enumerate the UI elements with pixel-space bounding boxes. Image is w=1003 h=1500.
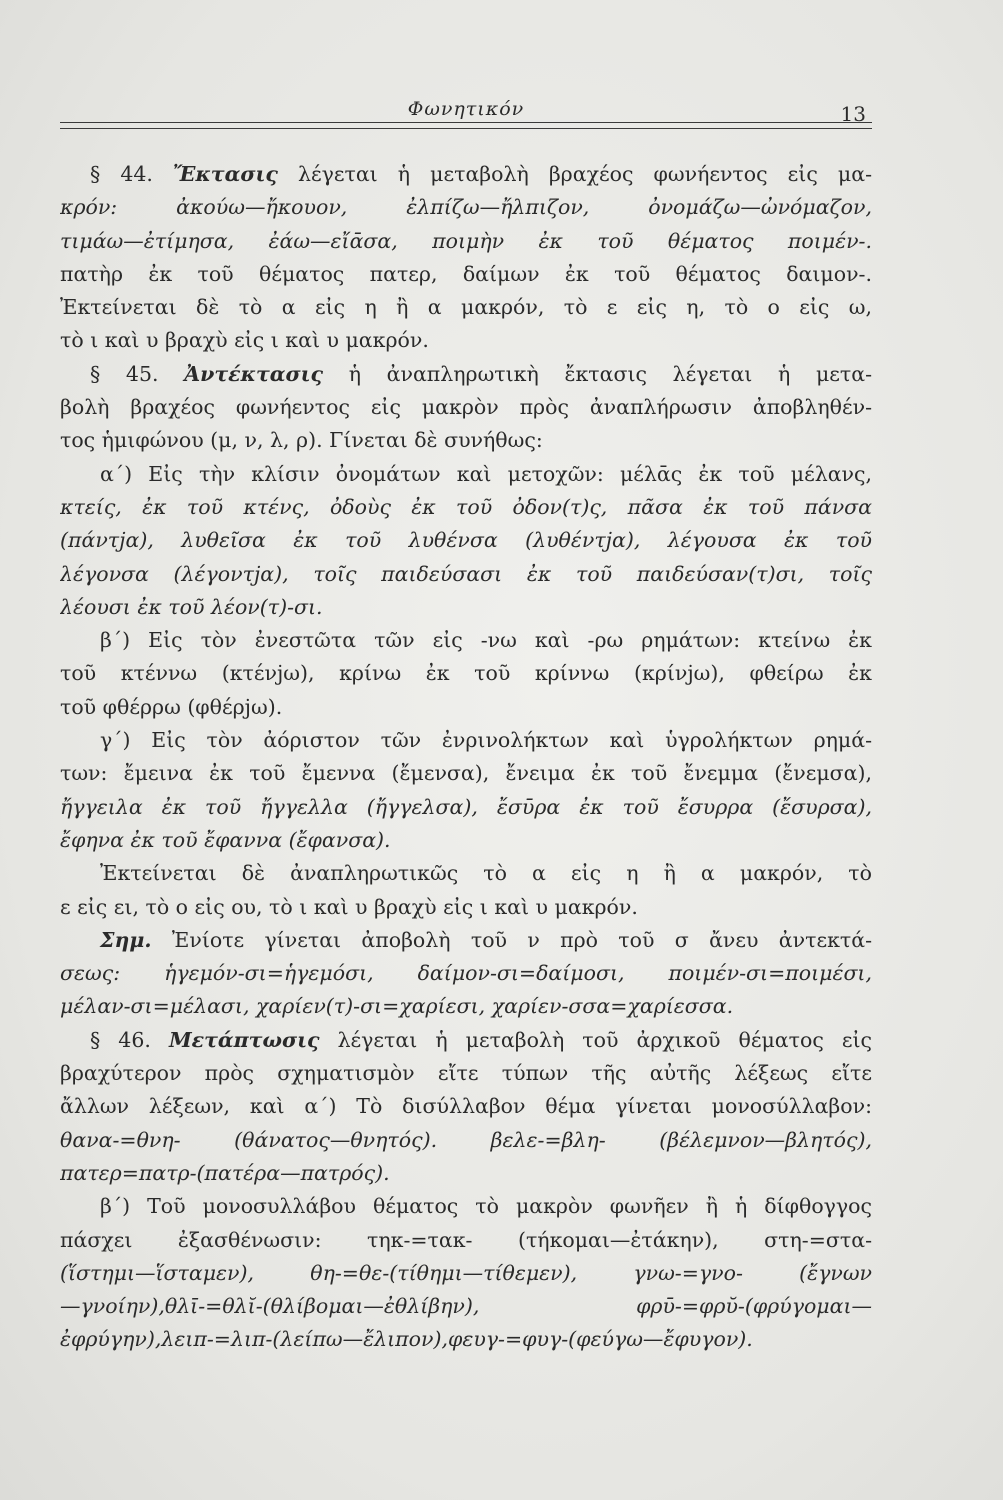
paragraph-46-line: ἄλλων λέξεων, καὶ α΄) Τὸ δισύλλαβον θέμα γίνεται μονοσύλλαβον: — [60, 1094, 872, 1119]
term-ektasis: Ἔκτασις — [173, 162, 278, 186]
running-title: Φωνητικόν — [407, 98, 525, 120]
header-rule-thin — [60, 128, 872, 129]
paragraph-45c-line: των: ἔμεινα ἐκ τοῦ ἔμεννα (ἔμενσα), ἔνειμα ἐκ τοῦ ἔνεμμα (ἔνεμσα), — [60, 761, 872, 786]
paragraph-45a-line: λέγονσα (λέγοντjα), τοῖς παιδεύσασι ἐκ τοῦ παιδεύσαν(τ)σι, τοῖς — [60, 561, 872, 586]
paragraph-45a-line: α΄) Εἰς τὴν κλίσιν ὀνομάτων καὶ μετοχῶν: μέλᾱς ἐκ τοῦ μέλανς, — [100, 461, 872, 486]
note-line: μέλαν-σι=μέλασι, χαρίεν(τ)-σι=χαρίεσι, χαρίεν-σσα=χαρίεσσα. — [60, 994, 734, 1019]
paragraph-45a-line: (πάντjα), λυθεῖσα ἐκ τοῦ λυθένσα (λυθέντjα), λέγουσα ἐκ τοῦ — [60, 528, 872, 553]
paragraph-46-line: πατερ=πατρ-(πατέρα—πατρός). — [60, 1160, 390, 1185]
section-number: § 45. — [90, 361, 185, 386]
paragraph-44-line: κρόν: ἀκούω—ἤκουον, ἐλπίζω—ἤλπιζον, ὀνομάζω—ὠνόμαζον, — [60, 195, 872, 220]
paragraph-45c-line: γ΄) Εἰς τὸν ἀόριστον τῶν ἐνρινολήκτων καὶ ὑγρολήκτων ρημά- — [100, 728, 872, 753]
paragraph-46b-line: πάσχει ἐξασθένωσιν: τηκ-=τακ- (τήκομαι—ἐτάκην), στη-=στα- — [60, 1227, 872, 1252]
paragraph-45d-line: ε εἰς ει, τὸ ο εἰς ου, τὸ ι καὶ υ βραχὺ εἰς ι καὶ υ μακρόν. — [60, 894, 638, 919]
paragraph-46-line: θανα-=θνη- (θάνατος—θνητός). βελε-=βλη- (βέλεμνον—βλητός), — [60, 1127, 872, 1152]
paragraph-44-line — [60, 158, 872, 191]
paragraph-44-line: πατὴρ ἐκ τοῦ θέματος πατερ, δαίμων ἐκ τοῦ θέματος δαιμον-. — [60, 261, 872, 286]
paragraph-45a-line: λέουσι ἐκ τοῦ λέον(τ)-σι. — [60, 594, 323, 619]
term-antektasis: Ἀντέκτασις — [184, 361, 324, 386]
text-span: λέγεται ἡ μεταβολὴ τοῦ ἀρχικοῦ θέματος εἰς — [319, 1027, 872, 1052]
paragraph-45b-line: τοῦ φθέρρω (φθέρjω). — [60, 694, 283, 719]
paragraph-45-line: τος ἡμιφώνου (μ, ν, λ, ρ). Γίνεται δὲ συνήθως: — [60, 428, 543, 453]
note-line — [60, 924, 872, 957]
paragraph-45c-line: ἔφηνα ἐκ τοῦ ἔφαννα (ἔφανσα). — [60, 827, 391, 852]
note-line: σεως: ἡγεμόν-σι=ἡγεμόσι, δαίμον-σι=δαίμοσι, ποιμέν-σι=ποιμέσι, — [60, 961, 872, 986]
paragraph-46b-line: β΄) Τοῦ μονοσυλλάβου θέματος τὸ μακρὸν φωνῆεν ἢ ἡ δίφθογγος — [100, 1194, 872, 1219]
section-number: § 46. — [90, 1027, 169, 1052]
note-label: Σημ. — [100, 927, 152, 952]
paragraph-45c-line: ἤγγειλα ἐκ τοῦ ἤγγελλα (ἤγγελσα), ἔσῡρα ἐκ τοῦ ἔσυρρα (ἔσυρσα), — [60, 794, 872, 819]
paragraph-45a-line: κτείς, ἐκ τοῦ κτένς, ὀδοὺς ἐκ τοῦ ὀδον(τ)ς, πᾶσα ἐκ τοῦ πάνσα — [60, 494, 872, 519]
page-header — [60, 92, 872, 132]
text-span: ἡ ἀναπληρωτικὴ ἔκτασις λέγεται ἡ μετα- — [323, 361, 872, 386]
paragraph-44-line: τιμάω—ἐτίμησα, ἐάω—εἴᾱσα, ποιμὴν ἐκ τοῦ θέματος ποιμέν-. — [60, 228, 872, 253]
paragraph-44-line: τὸ ι καὶ υ βραχὺ εἰς ι καὶ υ μακρόν. — [60, 328, 429, 353]
paragraph-44-line: Ἐκτείνεται δὲ τὸ α εἰς η ἢ α μακρόν, τὸ ε εἰς η, τὸ ο εἰς ω, — [60, 295, 872, 320]
paragraph-46b-line: ἐφρύγην),λειπ-=λιπ-(λείπω—ἔλιπον),φευγ-=φυγ-(φεύγω—ἔφυγον). — [60, 1327, 753, 1352]
header-rule — [60, 122, 872, 123]
text-span: Ἐνίοτε γίνεται ἀποβολὴ τοῦ ν πρὸ τοῦ σ ἄνευ ἀντεκτά- — [151, 927, 872, 952]
term-metaptosis: Μετάπτωσις — [168, 1027, 320, 1052]
body-text — [60, 158, 872, 1357]
paragraph-45b-line: τοῦ κτέννω (κτένjω), κρίνω ἐκ τοῦ κρίννω (κρίνjω), φθείρω ἐκ — [60, 661, 872, 686]
paragraph-45d-line: Ἐκτείνεται δὲ ἀναπληρωτικῶς τὸ α εἰς η ἢ α μακρόν, τὸ — [100, 861, 872, 886]
paragraph-46-line — [60, 1024, 872, 1057]
text-span: λέγεται ἡ μεταβολὴ βραχέος φωνήεντος εἰς μα- — [277, 162, 872, 186]
paragraph-46-line: βραχύτερον πρὸς σχηματισμὸν εἴτε τύπων τῆς αὐτῆς λέξεως εἴτε — [60, 1061, 872, 1086]
paragraph-45-line — [60, 358, 872, 391]
paragraph-45-line: βολὴ βραχέος φωνήεντος εἰς μακρὸν πρὸς ἀναπλήρωσιν ἀποβληθέν- — [60, 395, 872, 420]
paragraph-45b-line: β΄) Εἰς τὸν ἐνεστῶτα τῶν εἰς -νω καὶ -ρω ρημάτων: κτείνω ἐκ — [100, 628, 872, 653]
paragraph-46b-line: —γνοίην),θλῑ-=θλῐ-(θλίβομαι—ἐθλίβην), φρῡ-=φρῠ-(φρύγομαι— — [60, 1294, 872, 1319]
paragraph-46b-line: (ἵστημι—ἵσταμεν), θη-=θε-(τίθημι—τίθεμεν), γνω-=γνο- (ἔγνων — [60, 1260, 872, 1285]
page-number: 13 — [840, 102, 866, 126]
section-number: § 44. — [90, 162, 174, 186]
